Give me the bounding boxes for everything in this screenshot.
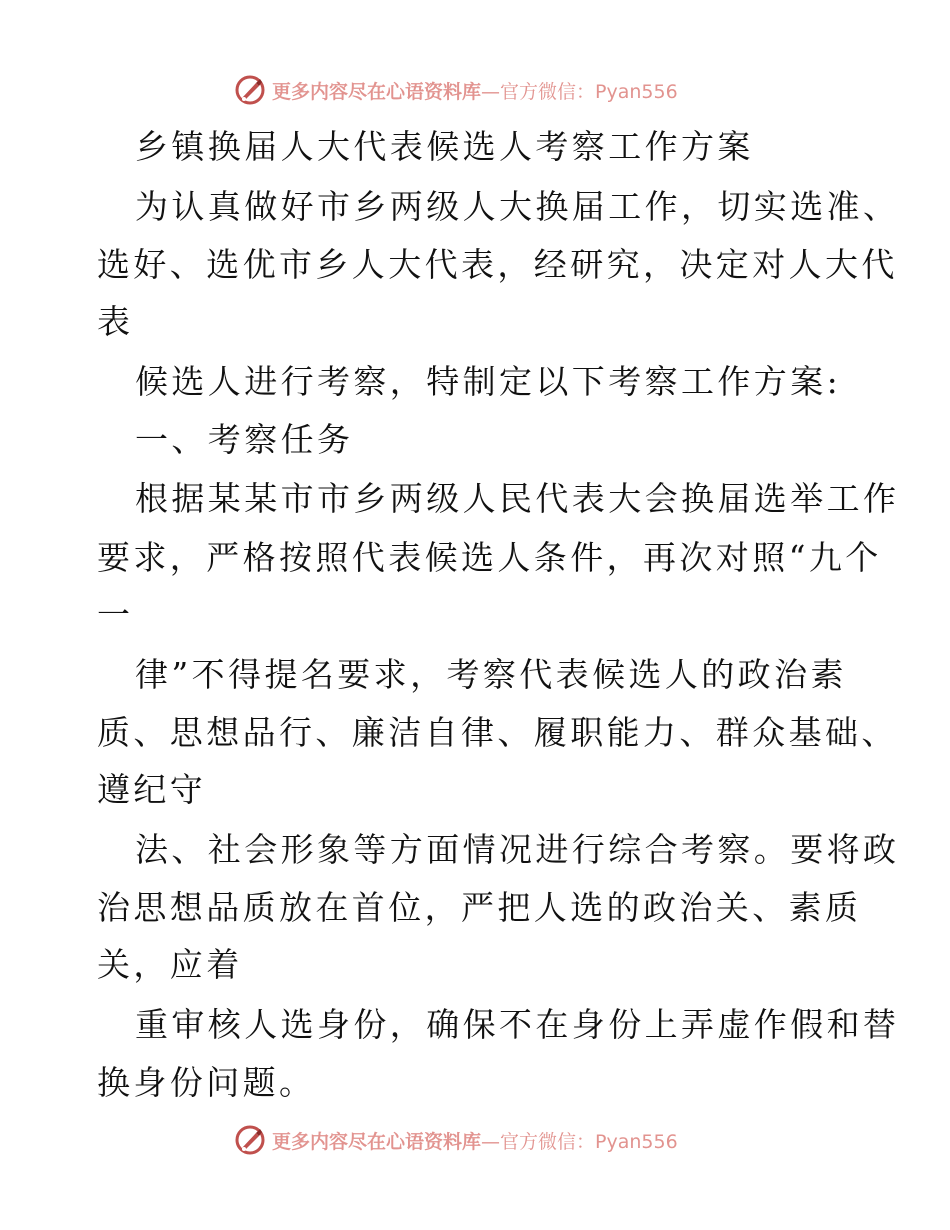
pen-logo-icon bbox=[234, 1124, 266, 1156]
paragraph-line: 候选人进行考察，特制定以下考察工作方案: bbox=[135, 362, 842, 401]
paragraph-line: 换身份问题。 bbox=[97, 1063, 316, 1102]
paragraph-line: 质、思想品行、廉洁自律、履职能力、群众基础、 bbox=[97, 713, 898, 752]
paragraph-line: 要求，严格按照代表候选人条件，再次对照“九个 bbox=[97, 538, 882, 577]
watermark-brand-text: 更多内容尽在心语资料库 bbox=[272, 1130, 482, 1153]
paragraph-line: 一 bbox=[97, 595, 134, 634]
paragraph-line: 为认真做好市乡两级人大换届工作，切实选准、 bbox=[135, 187, 900, 226]
paragraph-line: 重审核人选身份，确保不在身份上弄虚作假和替 bbox=[135, 1005, 900, 1044]
paragraph-line: 表 bbox=[97, 302, 134, 341]
document-title: 乡镇换届人大代表候选人考察工作方案 bbox=[135, 127, 754, 166]
paragraph-line: 关，应着 bbox=[97, 945, 243, 984]
paragraph-line: 遵纪守 bbox=[97, 770, 207, 809]
paragraph-line: 治思想品质放在首位，严把人选的政治关、素质 bbox=[97, 888, 862, 927]
paragraph-line: 法、社会形象等方面情况进行综合考察。要将政 bbox=[135, 830, 900, 869]
paragraph-line: 律”不得提名要求，考察代表候选人的政治素 bbox=[135, 655, 847, 694]
header-watermark bbox=[234, 73, 678, 107]
paragraph-line: 选好、选优市乡人大代表，经研究，决定对人大代 bbox=[97, 245, 898, 284]
paragraph-line: 根据某某市市乡两级人民代表大会换届选举工作 bbox=[135, 479, 900, 518]
watermark-contact-text: —官方微信：Pyan556 bbox=[481, 80, 678, 103]
section-heading: 一、考察任务 bbox=[135, 420, 354, 459]
watermark-contact-text: —官方微信：Pyan556 bbox=[481, 1130, 678, 1153]
footer-watermark bbox=[234, 1123, 678, 1157]
pen-logo-icon bbox=[234, 74, 266, 106]
watermark-brand-text: 更多内容尽在心语资料库 bbox=[272, 80, 482, 103]
